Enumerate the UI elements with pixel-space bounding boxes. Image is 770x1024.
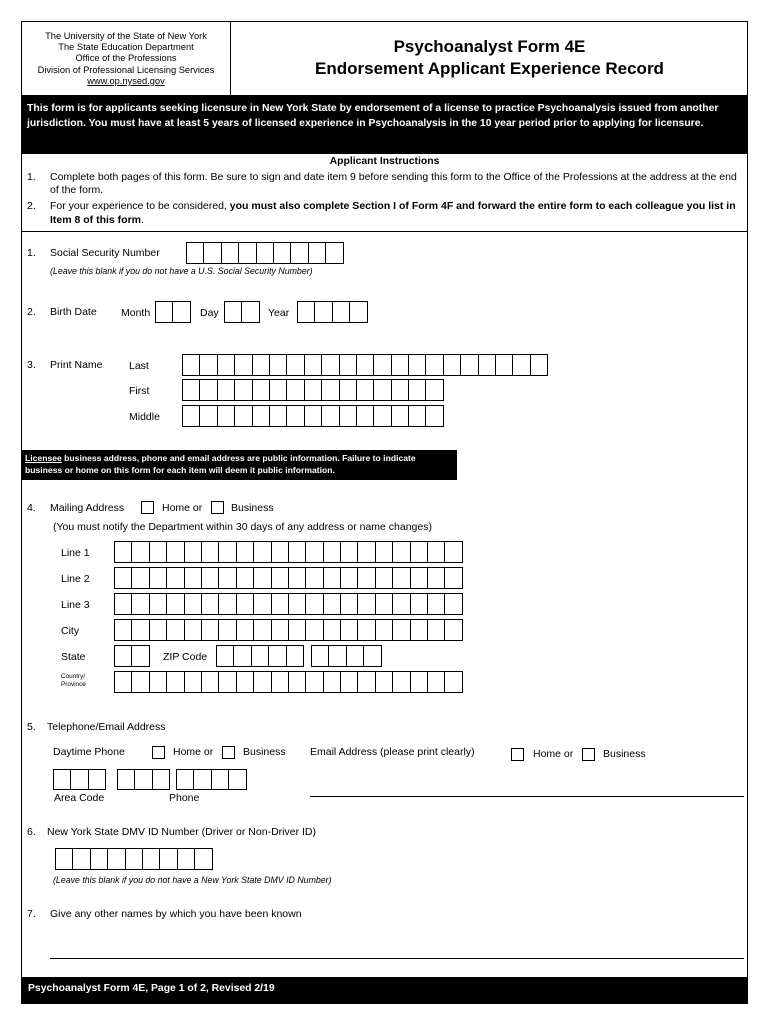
last-name-label: Last [129,360,149,372]
email-label: Email Address (please print clearly) [310,746,475,758]
mailing-home-label: Home or [162,502,203,514]
address-line2-input[interactable] [114,567,462,589]
zip-input[interactable] [216,645,303,667]
city-input[interactable] [114,619,462,641]
other-names-input-line[interactable] [50,958,744,959]
instruction-item-2 [50,200,744,227]
year-label: Year [268,307,290,319]
intro-banner: This form is for applicants seeking licensure in New York State by endorsement of a license to practice Psychoanalysis issued from another jurisdiction. You must have at least 5 years of licensed experience in Psychoanalysis in the 10 year period prior to applying for licensure. [22,96,747,154]
first-name-label: First [129,385,150,397]
birth-month-input[interactable] [155,301,190,323]
phone-line-input[interactable] [176,769,246,790]
public-info-notice [22,450,457,480]
month-label: Month [121,307,151,319]
instruction-item-2-text: For your experience to be considered, [50,200,230,212]
item-number: 3. [27,359,36,371]
email-business-checkbox[interactable] [582,748,595,761]
agency-block [22,22,231,95]
mailing-note: (You must notify the Department within 30 days of any address or name changes) [53,521,432,533]
birth-day-input[interactable] [224,301,259,323]
line2-label: Line 2 [61,573,90,585]
instruction-item-2-bold: you must also complete Section I of Form 4F and forward the entire form to each colleague you list in Item 8 of this form [50,200,736,226]
item-number: 2. [27,306,36,318]
phone-label: Phone [169,792,200,804]
address-line3-input[interactable] [114,593,462,615]
instruction-number: 2. [27,200,36,212]
country-input[interactable] [114,671,462,693]
daytime-phone-label: Daytime Phone [53,746,125,758]
instructions-title: Applicant Instructions [329,156,440,167]
zip-label: ZIP Code [163,651,208,663]
agency-line: Division of Professional Licensing Services [37,64,215,75]
address-line1-input[interactable] [114,541,462,563]
print-name-label: Print Name [50,359,103,371]
email-home-checkbox[interactable] [511,748,524,761]
item-number: 4. [27,502,36,514]
phone-business-label: Business [243,746,286,758]
ssn-input[interactable] [186,242,343,264]
line3-label: Line 3 [61,599,90,611]
middle-name-input[interactable] [182,405,443,427]
agency-line: The State Education Department [58,42,194,53]
ssn-note: (Leave this blank if you do not have a U.S. Social Security Number) [50,266,313,276]
area-code-input[interactable] [53,769,105,790]
phone-home-label: Home or [173,746,214,758]
middle-name-label: Middle [129,411,160,423]
birth-date-label: Birth Date [50,306,97,318]
phone-home-checkbox[interactable] [152,746,165,759]
state-label: State [61,651,86,663]
first-name-input[interactable] [182,379,443,401]
instruction-number: 1. [27,171,36,183]
state-input[interactable] [114,645,149,667]
agency-line: Office of the Professions [75,53,177,64]
zip-plus4-input[interactable] [311,645,381,667]
public-info-text: business address, phone and email address are public information. Failure to indicate business or home on this form for each item will deem it public information. [25,453,416,475]
page-footer: Psychoanalyst Form 4E, Page 1 of 2, Revised 2/19 [22,977,747,1003]
instruction-item-1: Complete both pages of this form. Be sure to sign and date item 9 before sending this form to the Office of the Professions at the address at the end of the form. [50,171,737,196]
form-title-line1: Psychoanalyst Form 4E [393,37,586,56]
country-label-line1: Country/ [61,673,86,680]
form-title-line2: Endorsement Applicant Experience Record [315,59,664,78]
agency-line: The University of the State of New York [45,31,207,41]
email-business-label: Business [603,748,646,760]
country-label-line2: Province [61,680,86,688]
email-home-label: Home or [533,748,574,760]
mailing-business-checkbox[interactable] [211,501,224,514]
telephone-email-label: Telephone/Email Address [47,721,166,733]
line1-label: Line 1 [61,547,90,559]
last-name-input[interactable] [182,354,547,376]
dmv-label: New York State DMV ID Number (Driver or Non-Driver ID) [47,826,316,838]
phone-business-checkbox[interactable] [222,746,235,759]
city-label: City [61,625,80,637]
mailing-home-checkbox[interactable] [141,501,154,514]
public-info-lead: Licensee [25,453,62,463]
form-title [232,36,747,80]
phone-prefix-input[interactable] [117,769,169,790]
instructions-divider [22,231,747,232]
area-code-label: Area Code [54,792,105,804]
dmv-note: (Leave this blank if you do not have a New York State DMV ID Number) [53,875,332,885]
other-names-label: Give any other names by which you have been known [50,908,302,920]
dmv-id-input[interactable] [55,848,212,870]
country-label [61,673,86,688]
item-number: 5. [27,721,36,733]
birth-year-input[interactable] [297,301,367,323]
instruction-item-2-end: . [141,213,144,226]
day-label: Day [200,307,219,319]
ssn-label: Social Security Number [50,247,160,259]
agency-url-link[interactable]: www.op.nysed.gov [87,75,165,86]
mailing-business-label: Business [231,502,274,514]
item-number: 6. [27,826,36,838]
email-input-line[interactable] [310,796,744,797]
mailing-address-label: Mailing Address [50,502,125,514]
item-number: 7. [27,908,36,920]
item-number: 1. [27,247,36,259]
